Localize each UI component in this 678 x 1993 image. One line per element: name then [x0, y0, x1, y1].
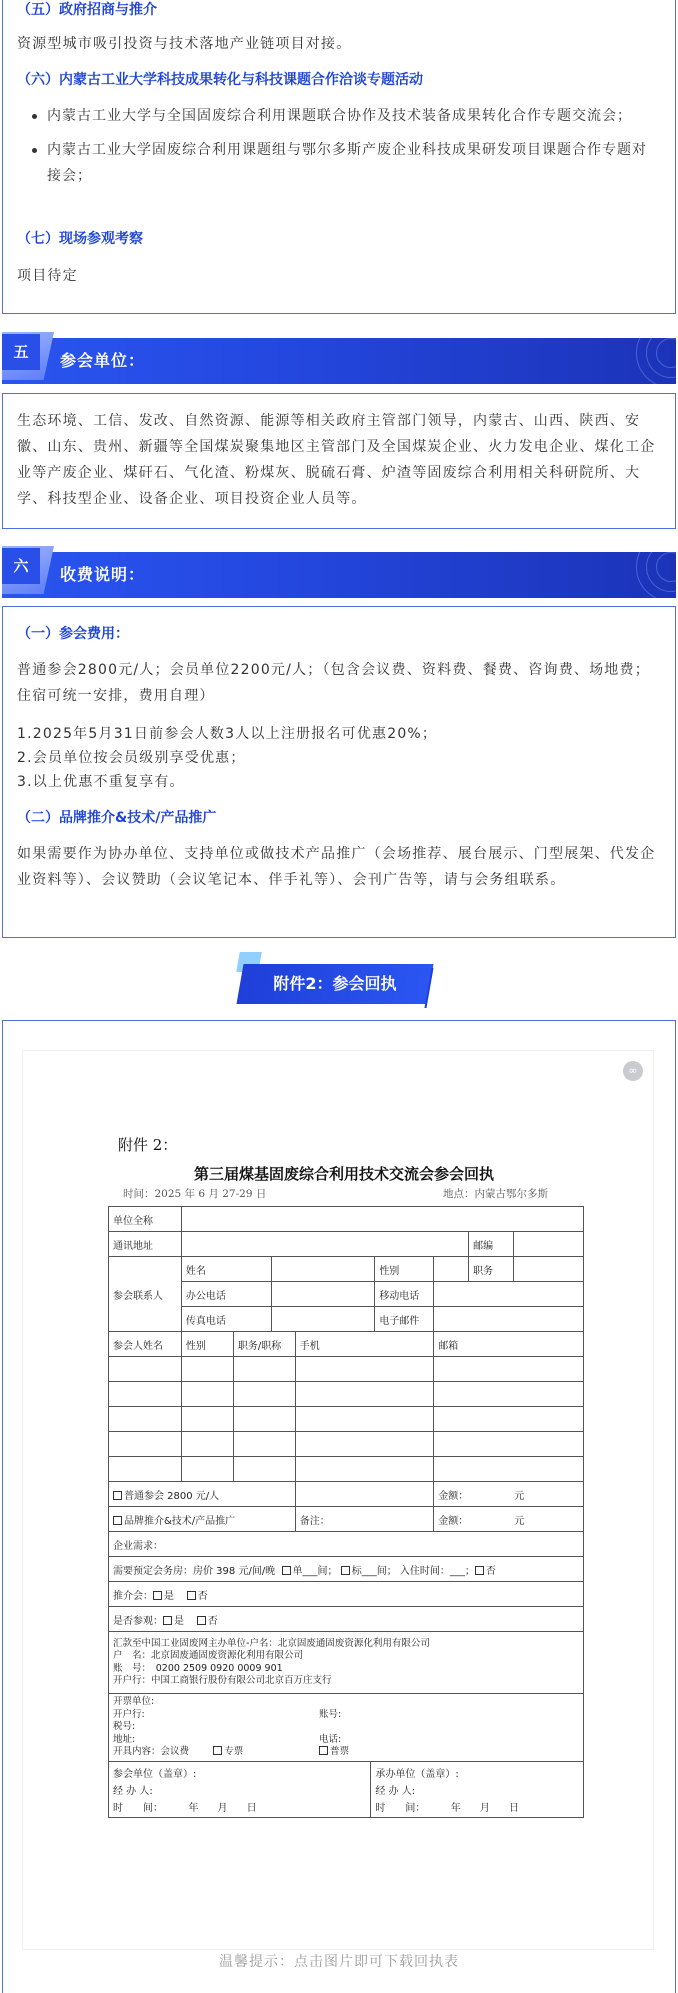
- fee-text: 普通参会2800元/人；会员单位2200元/人；（包含会议费、资料费、餐费、咨询费、场地费；住宿可统一安排，费用自理）: [17, 662, 650, 704]
- section5-header: [2, 338, 676, 384]
- section5-panel: [2, 393, 676, 529]
- promo-subtitle: （二）品牌推介&技术/产品推广: [17, 810, 217, 826]
- section6-panel: [2, 606, 676, 938]
- sub7-title: （七）现场参观考察: [17, 231, 143, 247]
- checkbox-icon: [113, 1516, 122, 1525]
- checkbox-icon: [341, 1566, 350, 1575]
- form-header: 附件 2：: [118, 1136, 178, 1154]
- form-time: 时间：2025 年 6 月 27-29 日: [123, 1188, 267, 1200]
- list-item: 内蒙古工业大学固废综合利用课题组与鄂尔多斯产废企业科技成果研发项目课题合作专题对接会；: [3, 137, 675, 189]
- checkbox-icon: [475, 1566, 484, 1575]
- checkbox-icon: [163, 1616, 172, 1625]
- list-item: 内蒙古工业大学与全国固废综合利用课题联合协作及技术装备成果转化合作专题交流会；: [3, 103, 675, 129]
- section4-panel: [2, 0, 676, 314]
- link-icon[interactable]: ∞: [623, 1061, 643, 1081]
- sub6-title: （六）内蒙古工业大学科技成果转化与科技课题合作洽谈专题活动: [17, 72, 423, 88]
- section5-title: 参会单位：: [60, 351, 146, 370]
- attachment-badge-label: 附件2：参会回执: [273, 974, 397, 993]
- checkbox-icon: [187, 1591, 196, 1600]
- sub7-text: 项目待定: [17, 268, 78, 284]
- checkbox-icon: [113, 1491, 122, 1500]
- section6-number: 六: [2, 548, 40, 584]
- circle-deco-icon: [616, 338, 676, 384]
- sub5-title: （五）政府招商与推介: [17, 2, 157, 18]
- section5-text: 生态环境、工信、发改、自然资源、能源等相关政府主管部门领导，内蒙古、山西、陕西、安徽、山东、贵州、新疆等全国煤炭聚集地区主管部门及全国煤炭企业、火力发电企业、煤化工企业等产废企业、煤矸石、气化渣、粉煤灰、脱硫石膏、炉渣等固废综合利用相关科研院所、大学、科技型企业、设备企业、项目投资企业人员等。: [17, 413, 656, 507]
- checkbox-icon: [213, 1746, 222, 1755]
- fee-rule-1: 1.2025年5月31日前参会人数3人以上注册报名可优惠20%；: [17, 726, 438, 742]
- fee-rule-2: 2.会员单位按会员级别享受优惠；: [17, 750, 246, 766]
- checkbox-icon: [319, 1746, 328, 1755]
- fee-subtitle: （一）参会费用：: [17, 626, 129, 642]
- form-place: 地点：内蒙古鄂尔多斯: [443, 1188, 548, 1200]
- section5-number: 五: [2, 334, 40, 370]
- sub5-text: 资源型城市吸引投资与技术落地产业链项目对接。: [17, 36, 352, 52]
- checkbox-icon: [153, 1591, 162, 1600]
- promo-text: 如果需要作为协办单位、支持单位或做技术产品推广（会场推荐、展台展示、门型展架、代发企业资料等）、会议赞助（会议笔记本、伴手礼等）、会刊广告等，请与会务组联系。: [17, 846, 656, 888]
- fee-rule-3: 3.以上优惠不重复享有。: [17, 774, 185, 790]
- receipt-table: 单位全称 通讯地址 邮编 参会联系人 姓名 性别 职务 办公电话 移动电话 传真电话 电子邮件 参会人姓名 性别 职务/职称 手机 邮箱 普通参会 2800 元/人 金额： 元 品牌推介&技术/产品推广 备注： 金额： 元 企业需求： 需要预定会务房：房价 398 元/间/晚 单___间； 标___间； 入住时间：___； 否 推介会： 是 否 是否参观： 是 否 汇款至中国工业固废网主办单位-户名：北京固废通固废资源化利用有限公司 户 名：北京固废通固废资源化利用有限公司 账 号： 0200 2509 0920 0009 901 开户行：中国工商银行股份有限公司北京百万庄支行 开票单位: 开户行: 账号: 税号: 地址: 电话: 开具内容：会议费 专票 普票 参会单位（盖章）: 经 办 人: 时 间： 年 月 日 承办单位（盖章）: 经 办 人: 时 间： 年 月 日: [108, 1206, 584, 1818]
- circle-deco-icon: [616, 552, 676, 598]
- sub6-bullet-list: [3, 103, 675, 189]
- checkbox-icon: [197, 1616, 206, 1625]
- receipt-form-image[interactable]: [22, 1050, 654, 1950]
- form-title: 第三届煤基固废综合利用技术交流会参会回执: [193, 1165, 494, 1183]
- section6-header: [2, 552, 676, 598]
- section6-title: 收费说明：: [60, 565, 146, 584]
- checkbox-icon: [282, 1566, 291, 1575]
- attachment-badge: [236, 952, 436, 1008]
- download-hint: 温馨提示：点击图片即可下载回执表: [219, 1954, 459, 1970]
